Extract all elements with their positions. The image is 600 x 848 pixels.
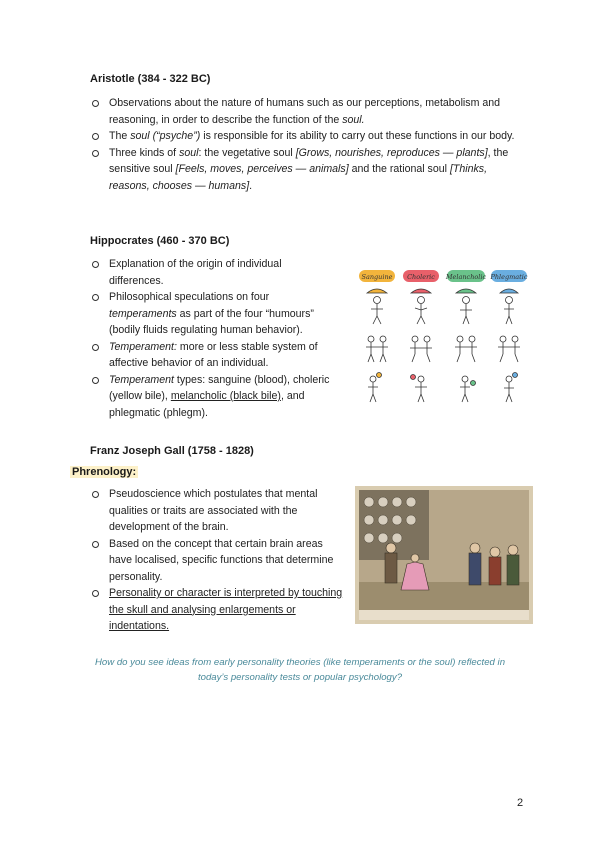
list-item: Temperament types: sanguine (blood), choleric (yellow bile), melancholic (black bile), and phlegmatic (phlegm). bbox=[89, 372, 339, 422]
list-item: Three kinds of soul: the vegetative soul [Grows, nourishes, reproduces — plants], the sensitive soul [Feels, moves, perceives — animals] and the rational soul [Thinks, reasons, chooses — humans]. bbox=[89, 145, 529, 195]
label-melancholic: Melancholic bbox=[445, 273, 487, 281]
list-item: Observations about the nature of humans such as our perceptions, metabolism and reasoning, in order to describe the function of the soul. bbox=[89, 95, 529, 128]
gall-heading: Franz Joseph Gall (1758 - 1828) bbox=[90, 445, 254, 457]
reflection-question: How do you see ideas from early personality theories (like temperaments or the soul) reflected in today’s personality tests or popular psychology? bbox=[94, 657, 506, 683]
hippocrates-list bbox=[89, 256, 339, 421]
gall-list bbox=[89, 486, 344, 635]
label-sanguine: Sanguine bbox=[361, 273, 393, 281]
temperaments-illustration bbox=[355, 267, 530, 422]
label-choleric: Choleric bbox=[407, 273, 435, 281]
list-item: Temperament: more or less stable system of affective behavior of an individual. bbox=[89, 339, 339, 372]
phrenology-label: Phrenology: bbox=[72, 466, 137, 478]
hippocrates-heading: Hippocrates (460 - 370 BC) bbox=[90, 235, 230, 247]
page-number: 2 bbox=[517, 797, 524, 809]
aristotle-heading: Aristotle (384 - 322 BC) bbox=[90, 73, 211, 85]
list-item: Personality or character is interpreted by touching the skull and analysing enlargements or indentations. bbox=[89, 585, 344, 635]
label-phlegmatic: Phlegmatic bbox=[490, 273, 528, 281]
phrenology-engraving bbox=[355, 486, 533, 624]
list-item: Explanation of the origin of individual differences. bbox=[89, 256, 339, 289]
list-item: Pseudoscience which postulates that mental qualities or traits are associated with the development of the brain. bbox=[89, 486, 344, 536]
list-item: The soul (“psyche”) is responsible for its ability to carry out these functions in our body. bbox=[89, 128, 529, 145]
aristotle-list bbox=[89, 95, 529, 194]
list-item: Philosophical speculations on four temperaments as part of the four “humours” (bodily fluids regulating human behavior). bbox=[89, 289, 339, 339]
list-item: Based on the concept that certain brain areas have localised, specific functions that determine personality. bbox=[89, 536, 344, 586]
